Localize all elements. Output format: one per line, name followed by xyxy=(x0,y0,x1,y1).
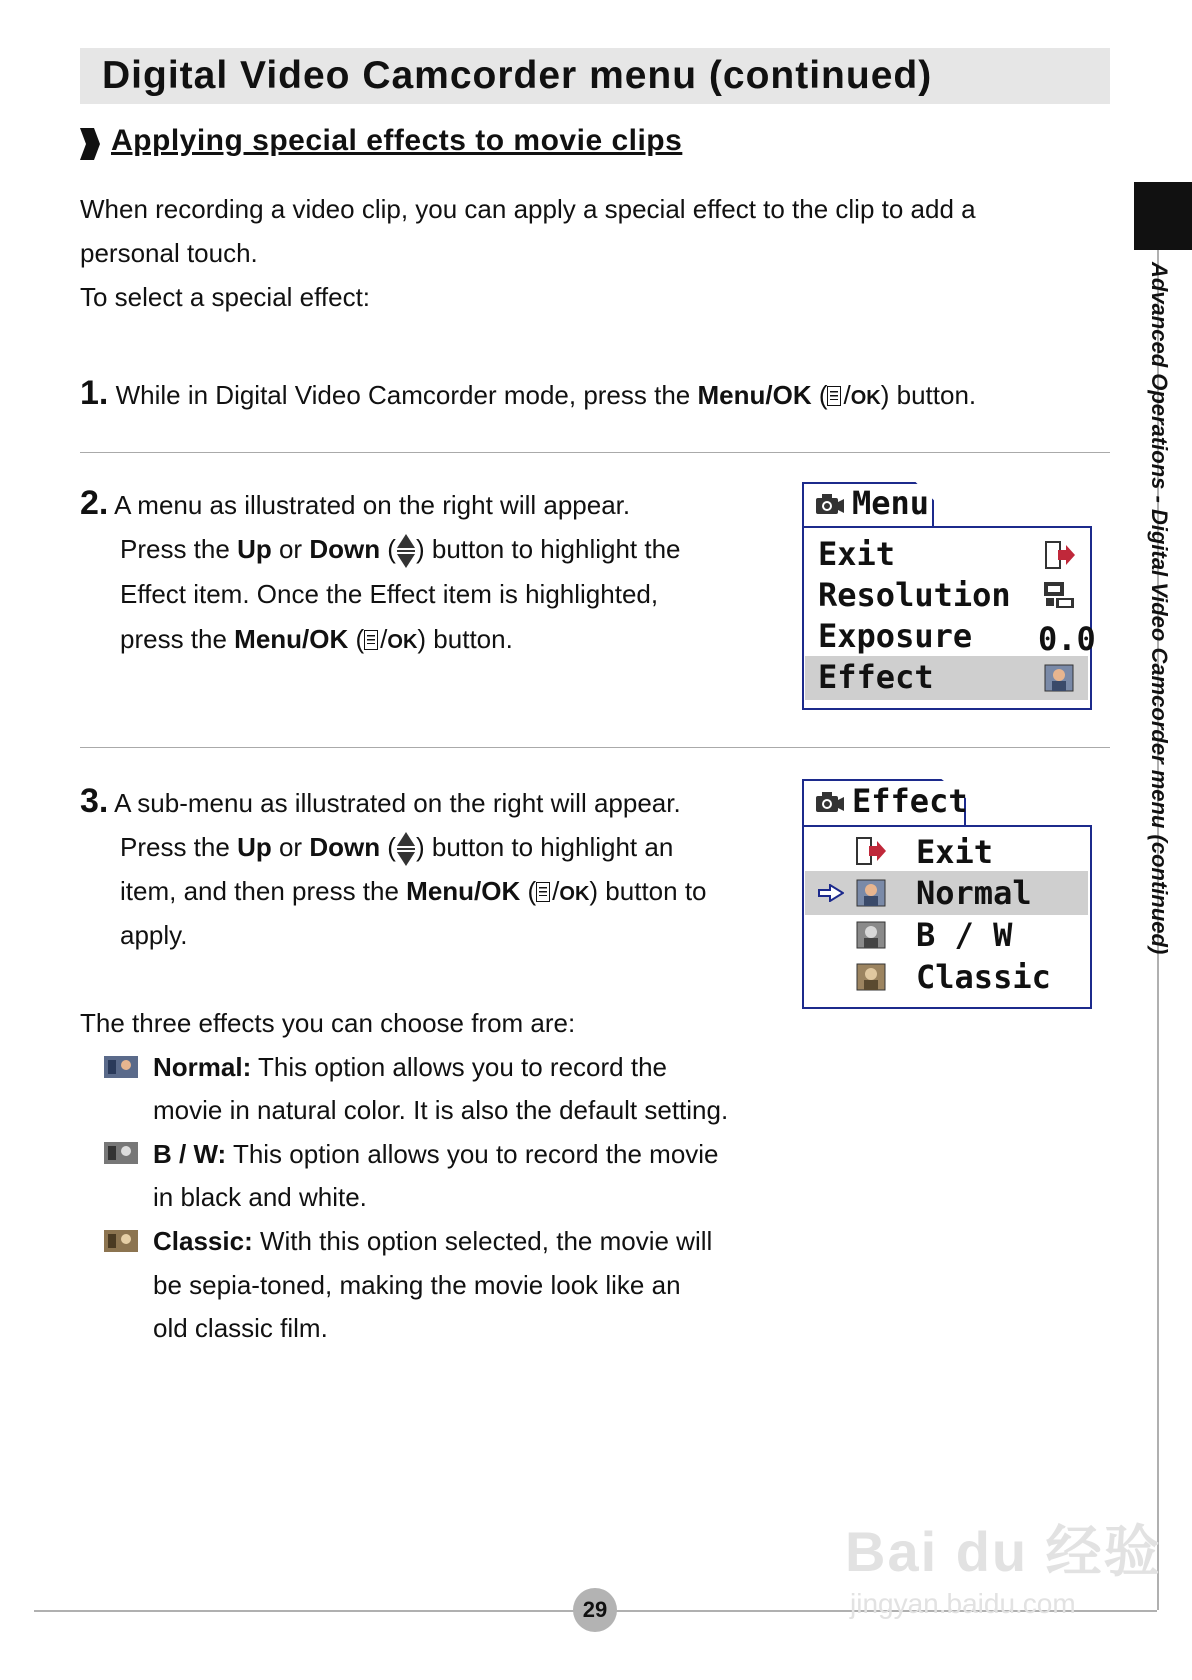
ok-label: OK xyxy=(387,631,418,653)
step-2-text-2b: button to highlight the xyxy=(424,534,681,564)
divider-1 xyxy=(80,452,1110,453)
bw-bullet-icon xyxy=(104,1142,138,1164)
step-3-text-3b: button to xyxy=(598,876,707,906)
step-2-line-4: press the Menu/OK ( /OK) button. xyxy=(120,624,513,654)
step-1: 1. While in Digital Video Camcorder mode, press the Menu/OK ( /OK) button. xyxy=(80,374,977,412)
step-1-text-a: While in Digital Video Camcorder mode, press the xyxy=(115,380,698,410)
bw-label: B / W: xyxy=(153,1139,227,1169)
intro-line-3: To select a special effect: xyxy=(80,282,371,312)
watermark-url: jingyan.baidu.com xyxy=(850,1588,1076,1619)
normal-text-1: This option allows you to record the xyxy=(251,1052,667,1082)
effect-portrait-icon xyxy=(1044,664,1074,692)
section-title: Applying special effects to movie clips xyxy=(111,124,683,157)
classic-label: Classic: xyxy=(153,1226,253,1256)
exit-door-icon xyxy=(1044,540,1076,570)
classic-desc-line-3: old classic film. xyxy=(153,1313,328,1343)
step-3-line-1 xyxy=(80,780,681,825)
normal-desc-line-1 xyxy=(153,1046,667,1089)
menu-item-exposure[interactable]: Exposure xyxy=(818,617,973,655)
step-3-down: Down xyxy=(309,832,381,862)
step-2-text-4a: press the xyxy=(120,624,235,654)
classic-text-1: With this option selected, the movie will xyxy=(252,1226,713,1256)
step-3-number: 3. xyxy=(80,782,109,820)
bw-desc-line-2: in black and white. xyxy=(153,1182,367,1212)
side-tab-block xyxy=(1134,182,1192,250)
step-2-up: Up xyxy=(237,534,272,564)
step-2-text-1: A menu as illustrated on the right will appear. xyxy=(114,490,631,520)
menu-icon xyxy=(536,882,550,902)
step-2-down: Down xyxy=(309,534,381,564)
step-3-text-2a: Press the xyxy=(120,832,238,862)
step-2-or: or xyxy=(271,534,310,564)
page-number: 29 xyxy=(573,1588,617,1632)
step-2-line-2: Press the Up or Down ( ) button to highlight the xyxy=(120,528,681,571)
step-1-text-b: button. xyxy=(889,380,977,410)
bw-desc-line-1 xyxy=(153,1133,719,1176)
step-1-number: 1. xyxy=(80,374,109,412)
step-2-line-3: Effect item. Once the Effect item is highlighted, xyxy=(120,579,659,609)
classic-desc-line-1 xyxy=(153,1220,712,1263)
side-tab-text xyxy=(1142,262,1172,1022)
step-3-line-2: Press the Up or Down ( ) button to highlight an xyxy=(120,826,673,869)
step-2-number: 2. xyxy=(80,484,109,522)
step-3-line-3: item, and then press the Menu/OK ( /OK) button to xyxy=(120,876,707,906)
classic-desc-line-2: be sepia-toned, making the movie look like an xyxy=(153,1270,681,1300)
menu-icon xyxy=(827,386,841,406)
side-tab-label: Advanced Operations - Digital Video Camcorder menu (continued) xyxy=(1147,262,1172,955)
bw-text-1: This option allows you to record the movie xyxy=(226,1139,719,1169)
menu-item-resolution[interactable]: Resolution xyxy=(818,576,1011,614)
resolution-icon xyxy=(1042,580,1076,610)
up-down-icon xyxy=(396,830,416,868)
step-3-text-3a: item, and then press the xyxy=(120,876,407,906)
menu-tab-label: Menu xyxy=(852,484,930,522)
section-marker-icon xyxy=(80,128,100,160)
step-2-menu-ok: Menu/OK xyxy=(234,624,349,654)
classic-effect-icon xyxy=(856,963,886,991)
step-3-menu-ok: Menu/OK xyxy=(406,876,521,906)
camcorder-icon xyxy=(814,790,844,814)
step-3-line-4: apply. xyxy=(120,920,188,950)
intro-line-2: personal touch. xyxy=(80,238,258,268)
effect-item-classic[interactable]: Classic xyxy=(916,958,1051,996)
divider-2 xyxy=(80,747,1110,748)
normal-desc-line-2: movie in natural color. It is also the default setting. xyxy=(153,1095,729,1125)
menu-item-exit[interactable]: Exit xyxy=(818,535,896,573)
ok-label: OK xyxy=(559,883,590,905)
menu-exposure-value: 0.0 xyxy=(1038,620,1096,658)
effects-intro: The three effects you can choose from are: xyxy=(80,1008,576,1038)
step-2-text-2a: Press the xyxy=(120,534,238,564)
page-title: Digital Video Camcorder menu (continued) xyxy=(102,54,933,97)
normal-effect-icon xyxy=(856,879,886,907)
step-3-text-1: A sub-menu as illustrated on the right will appear. xyxy=(114,788,681,818)
effect-item-normal[interactable]: Normal xyxy=(916,874,1032,912)
step-2-text-4b: button. xyxy=(426,624,513,654)
step-3-or: or xyxy=(271,832,310,862)
normal-bullet-icon xyxy=(104,1056,138,1078)
exit-door-icon xyxy=(854,836,888,866)
normal-label: Normal: xyxy=(153,1052,252,1082)
bw-effect-icon xyxy=(856,921,886,949)
classic-bullet-icon xyxy=(104,1230,138,1252)
step-3-up: Up xyxy=(237,832,272,862)
menu-icon xyxy=(364,630,378,650)
step-1-menu-ok: Menu/OK xyxy=(697,380,812,410)
step-2-line-1 xyxy=(80,482,630,527)
selection-arrow-icon xyxy=(818,884,844,902)
up-down-icon xyxy=(396,532,416,570)
step-3-text-2b: button to highlight an xyxy=(424,832,674,862)
intro-line-1: When recording a video clip, you can apply a special effect to the clip to add a xyxy=(80,194,976,224)
watermark-logo: Bai du 经验 xyxy=(845,1520,1162,1583)
ok-label: OK xyxy=(850,387,881,409)
menu-item-effect[interactable]: Effect xyxy=(818,658,934,696)
effect-item-exit[interactable]: Exit xyxy=(916,833,994,871)
effect-item-bw[interactable]: B / W xyxy=(916,916,1013,954)
camcorder-icon xyxy=(814,492,844,516)
effect-tab-label: Effect xyxy=(852,782,968,820)
